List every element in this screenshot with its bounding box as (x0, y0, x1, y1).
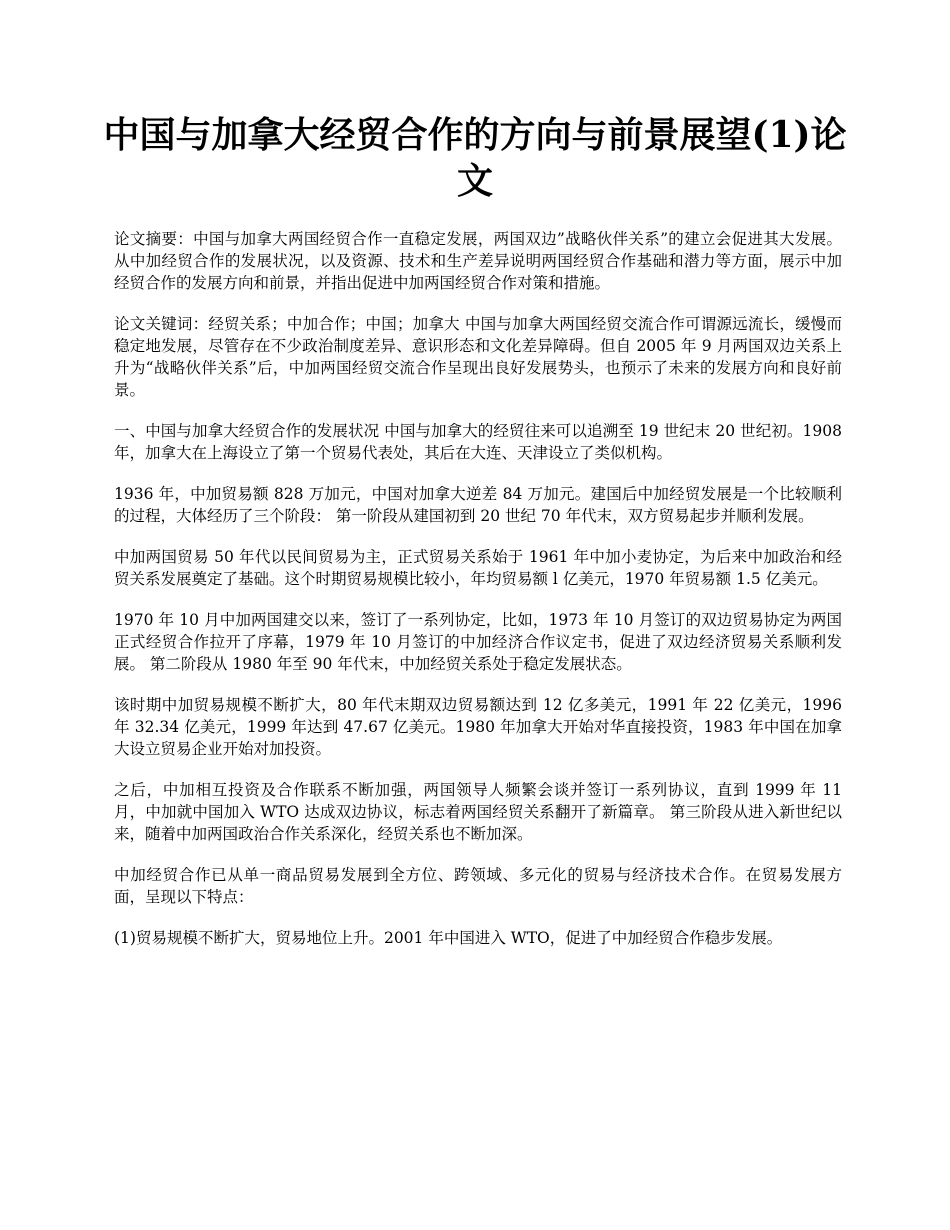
document-body (114, 228, 842, 968)
paragraph-1950s-trade: 中加两国贸易 50 年代以民间贸易为主，正式贸易关系始于 1961 年中加小麦协定，为后来中加政治和经贸关系发展奠定了基础。这个时期贸易规模比较小，年均贸易额 l 亿美元，1970 年贸易额 1.5 亿美元。 (114, 548, 842, 588)
paragraph-1936: 1936 年，中加贸易额 828 万加元，中国对加拿大逆差 84 万加元。建国后中加经贸发展是一个比较顺利的过程，大体经历了三个阶段： 第一阶段从建国初到 20 世纪 70 年代末，双方贸易起步并顺利发展。 (114, 485, 842, 525)
paragraph-keywords: 论文关键词：经贸关系；中加合作；中国；加拿大 中国与加拿大两国经贸交流合作可谓源远流长，缓慢而稳定地发展，尽管存在不少政治制度差异、意识形态和文化差异障碍。但自 2005 年 9 月两国双边关系上升为“战略伙伴关系”后，中加两国经贸交流合作呈现出良好发展势头，也预示了未来的发展方向和良好前景。 (114, 315, 842, 399)
paragraph-abstract: 论文摘要：中国与加拿大两国经贸合作一直稳定发展，两国双边”战略伙伴关系”的建立会促进其大发展。从中加经贸合作的发展状况，以及资源、技术和生产差异说明两国经贸合作基础和潜力等方面，展示中加经贸合作的发展方向和前景，并指出促进中加两国经贸合作对策和措施。 (114, 230, 842, 292)
paragraph-section-1: 一、中国与加拿大经贸合作的发展状况 中国与加拿大的经贸往来可以追溯至 19 世纪末 20 世纪初。1908 年，加拿大在上海设立了第一个贸易代表处，其后在大连、天津设立了类似机构。 (114, 422, 842, 462)
paragraph-trade-growth: 该时期中加贸易规模不断扩大，80 年代末期双边贸易额达到 12 亿多美元，1991 年 22 亿美元，1996 年 32.34 亿美元，1999 年达到 47.67 亿美元。1980 年加拿大开始对华直接投资，1983 年中国在加拿大设立贸易企业开始对加投资。 (114, 696, 842, 758)
paragraph-cooperation: 中加经贸合作已从单一商品贸易发展到全方位、跨领域、多元化的贸易与经济技术合作。在贸易发展方面，呈现以下特点： (114, 866, 842, 906)
paragraph-point-1: (1)贸易规模不断扩大，贸易地位上升。2001 年中国进入 WTO，促进了中加经贸合作稳步发展。 (114, 929, 783, 947)
paragraph-investment: 之后，中加相互投资及合作联系不断加强，两国领导人频繁会谈并签订一系列协议，直到 1999 年 11 月，中加就中国加入 WTO 达成双边协议，标志着两国经贸关系翻开了新篇章。 第三阶段从进入新世纪以来，随着中加两国政治合作关系深化，经贸关系也不断加深。 (114, 781, 842, 843)
paragraph-1970-diplomacy: 1970 年 10 月中加两国建交以来，签订了一系列协定，比如，1973 年 10 月签订的双边贸易协定为两国正式经贸合作拉开了序幕，1979 年 10 月签订的中加经济合作议定书，促进了双边经济贸易关系顺利发展。 第二阶段从 1980 年至 90 年代末，中加经贸关系处于稳定发展状态。 (114, 611, 842, 673)
document-title: 中国与加拿大经贸合作的方向与前景展望(1)论文 (103, 114, 847, 202)
